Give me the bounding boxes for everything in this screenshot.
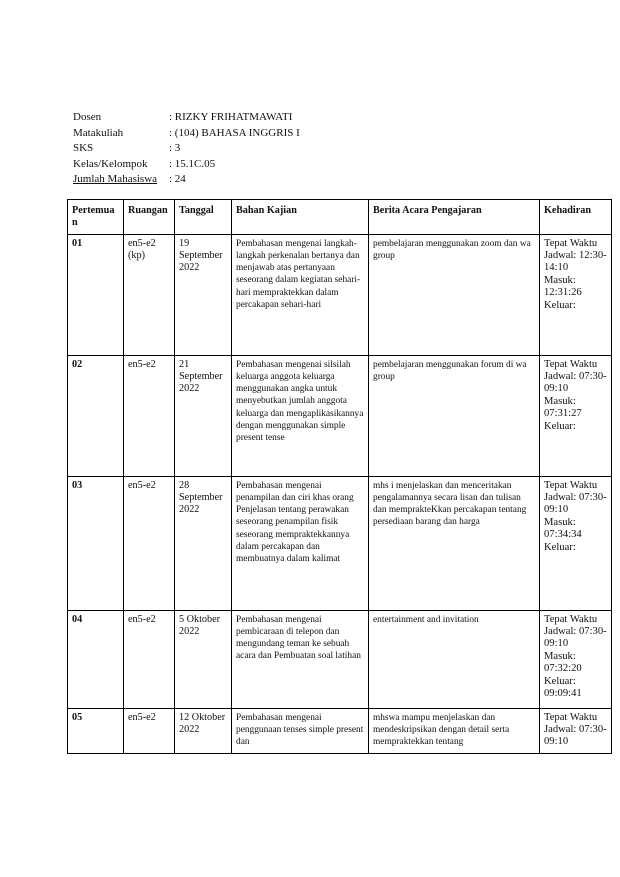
table-header-row	[68, 200, 612, 235]
table-row	[68, 476, 612, 610]
cell-bahan: Pembahasan mengenai penggunaan tenses simple present dan	[232, 708, 369, 753]
cell-berita: mhswa mampu menjelaskan dan mendeskripsikan dengan detail serta mempraktekkan tentang	[369, 708, 540, 753]
cell-kehadiran	[540, 708, 612, 753]
matakuliah-label: Matakuliah	[73, 126, 124, 139]
kehadiran-status: Tepat Waktu	[544, 237, 598, 249]
col-header-kehadiran: Kehadiran	[540, 200, 612, 235]
cell-kehadiran	[540, 476, 612, 610]
cell-kehadiran	[540, 610, 612, 708]
cell-tanggal: 5 Oktober 2022	[175, 610, 232, 708]
matakuliah-value: : (104) BAHASA INGGRIS I	[169, 126, 300, 139]
cell-tanggal: 12 Oktober 2022	[175, 708, 232, 753]
info-row-dosen	[73, 110, 300, 126]
kehadiran-masuk: Masuk: 12:31:26	[544, 274, 582, 299]
cell-tanggal: 28 September 2022	[175, 476, 232, 610]
jumlah-label: Jumlah Mahasiswa	[73, 173, 158, 185]
info-row-kelas	[73, 157, 300, 173]
cell-pertemuan: 03	[68, 476, 124, 610]
kehadiran-masuk: Masuk: 07:32:20	[544, 650, 582, 675]
kehadiran-masuk: Masuk: 07:34:34	[544, 516, 582, 541]
kehadiran-keluar: Keluar: 09:09:41	[544, 675, 582, 700]
info-row-jumlah	[73, 172, 300, 188]
jumlah-value: : 24	[169, 173, 186, 185]
kelas-label: Kelas/Kelompok	[73, 157, 148, 170]
dosen-value: : RIZKY FRIHATMAWATI	[169, 111, 293, 123]
cell-ruangan: en5-e2	[124, 355, 175, 476]
kehadiran-status: Tepat Waktu	[544, 711, 598, 723]
cell-kehadiran	[540, 234, 612, 355]
cell-tanggal: 21 September 2022	[175, 355, 232, 476]
cell-ruangan: en5-e2	[124, 476, 175, 610]
cell-bahan: Pembahasan mengenai penampilan dan ciri khas orang Penjelasan tentang perawakan seseorang penampilan fisik seseorang mempraktekkannya dalam percakapan dan membuatnya dalam kalimat	[232, 476, 369, 610]
table-row	[68, 610, 612, 708]
info-row-matakuliah	[73, 126, 300, 142]
cell-ruangan: en5-e2	[124, 708, 175, 753]
kehadiran-keluar: Keluar:	[544, 420, 576, 432]
course-info	[73, 110, 300, 188]
cell-berita: mhs i menjelaskan dan menceritakan pengalamannya secara lisan dan tulisan dan memprakteKkan percakapan tentang persediaan barang dan harga	[369, 476, 540, 610]
cell-pertemuan: 04	[68, 610, 124, 708]
col-header-ruangan: Ruangan	[124, 200, 175, 235]
cell-bahan: Pembahasan mengenai langkah-langkah perkenalan bertanya dan menjawab atas pertanyaan seseorang dalam kegiatan sehari-hari mempraktekkan dalam percakapan sehari-hari	[232, 234, 369, 355]
sks-label: SKS	[73, 142, 94, 154]
cell-tanggal: 19 September 2022	[175, 234, 232, 355]
col-header-bahan: Bahan Kajian	[232, 200, 369, 235]
col-header-pertemuan: Pertemuan	[68, 200, 124, 235]
table-row	[68, 708, 612, 753]
cell-bahan: Pembahasan mengenai pembicaraan di telepon dan mengundang teman ke sebuah acara dan Pembuatan soal latihan	[232, 610, 369, 708]
cell-pertemuan: 01	[68, 234, 124, 355]
table-row	[68, 355, 612, 476]
dosen-label: Dosen	[73, 111, 102, 123]
cell-ruangan: en5-e2 (kp)	[124, 234, 175, 355]
attendance-table	[67, 199, 612, 754]
kehadiran-status: Tepat Waktu	[544, 479, 598, 491]
kehadiran-jadwal: Jadwal: 07:30-09:10	[544, 724, 607, 748]
kehadiran-jadwal: Jadwal: 12:30-14:10	[544, 250, 607, 274]
cell-kehadiran	[540, 355, 612, 476]
kehadiran-status: Tepat Waktu	[544, 613, 598, 625]
table-row	[68, 234, 612, 355]
kehadiran-keluar: Keluar:	[544, 541, 576, 553]
sks-value: : 3	[169, 142, 181, 154]
cell-pertemuan: 02	[68, 355, 124, 476]
cell-berita: pembelajaran menggunakan zoom dan wa group	[369, 234, 540, 355]
info-row-sks	[73, 141, 300, 157]
kehadiran-keluar: Keluar:	[544, 299, 576, 311]
cell-ruangan: en5-e2	[124, 610, 175, 708]
cell-berita: entertainment and invitation	[369, 610, 540, 708]
kelas-value: : 15.1C.05	[169, 157, 216, 170]
kehadiran-masuk: Masuk: 07:31:27	[544, 395, 582, 420]
cell-bahan: Pembahasan mengenai silsilah keluarga anggota keluarga menggunakan angka untuk menyebutkan jumlah anggota keluarga dan mengaplikasikannya dengan menggunakan simple present tense	[232, 355, 369, 476]
col-header-berita: Berita Acara Pengajaran	[369, 200, 540, 235]
cell-berita: pembelajaran menggunakan forum di wa group	[369, 355, 540, 476]
kehadiran-jadwal: Jadwal: 07:30-09:10	[544, 626, 607, 650]
col-header-tanggal: Tanggal	[175, 200, 232, 235]
kehadiran-status: Tepat Waktu	[544, 358, 598, 370]
kehadiran-jadwal: Jadwal: 07:30-09:10	[544, 371, 607, 395]
cell-pertemuan: 05	[68, 708, 124, 753]
kehadiran-jadwal: Jadwal: 07:30-09:10	[544, 492, 607, 516]
